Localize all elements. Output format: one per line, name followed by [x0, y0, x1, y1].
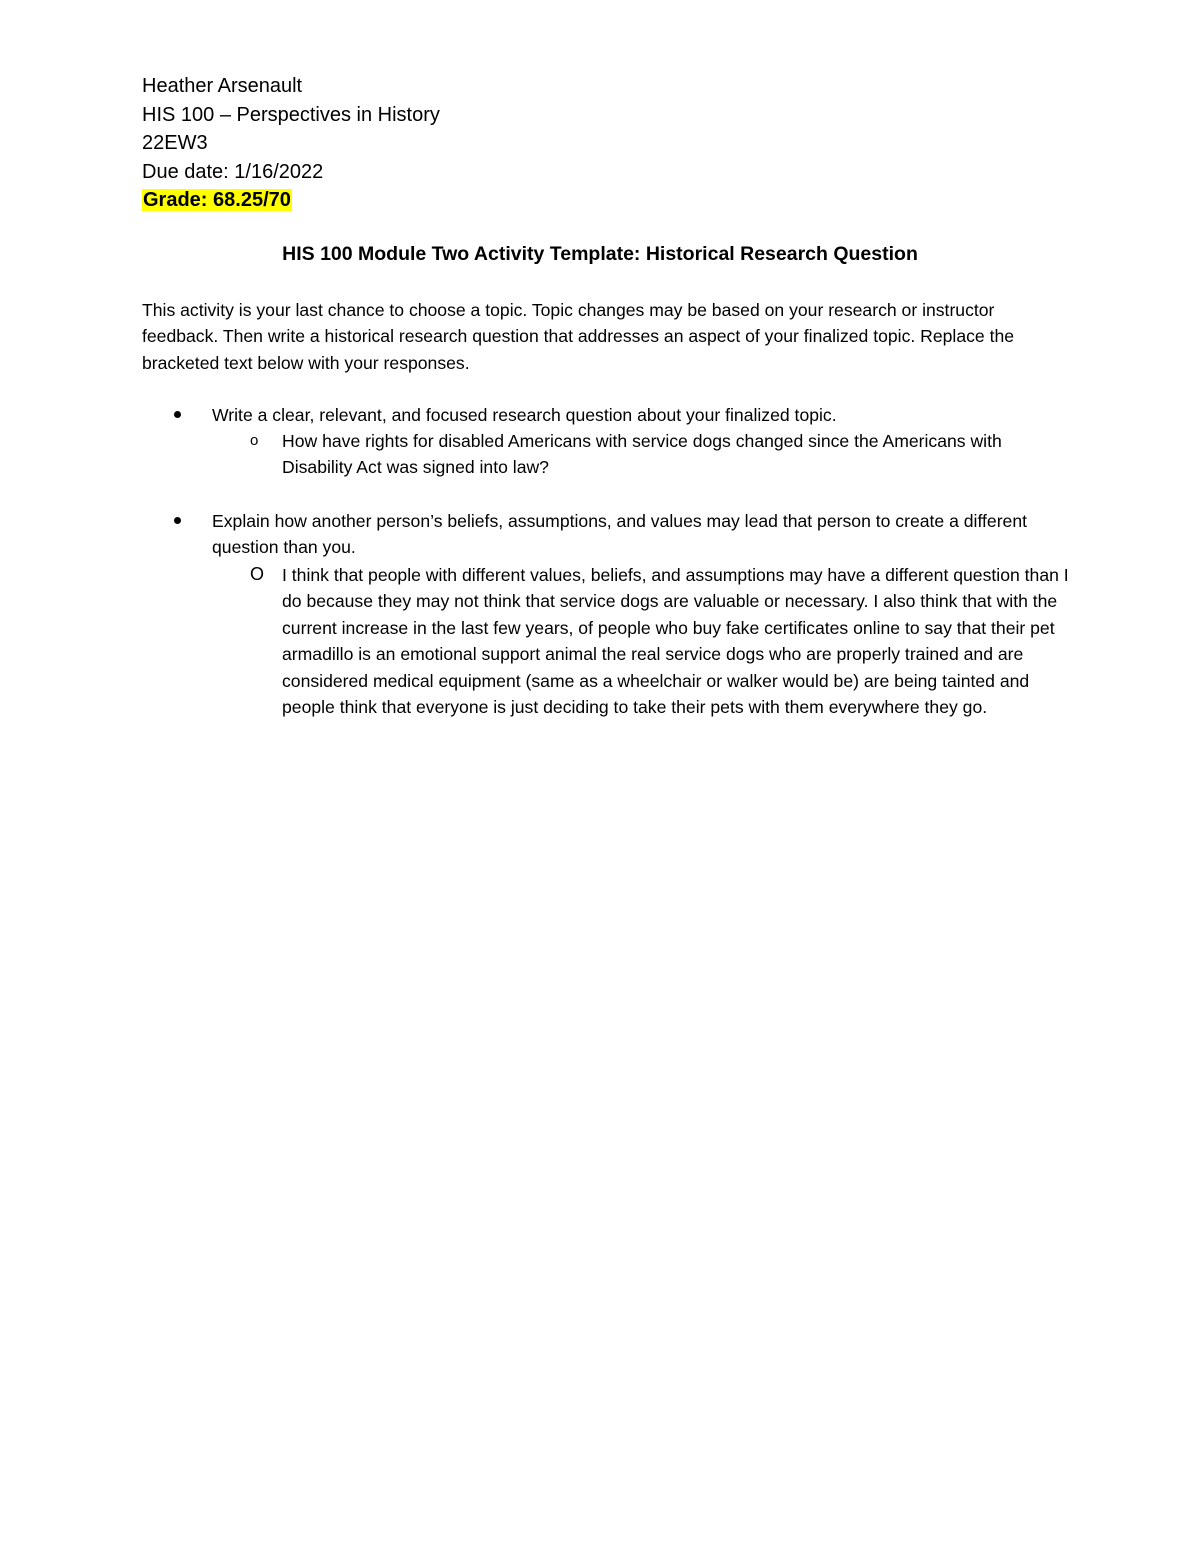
bullet-icon: [174, 517, 181, 524]
intro-text: This activity is your last chance to choose a topic. Topic changes may be based on your research or instructor feedback. Then write a historical research question that addresses an aspect of your finalized topic. Replace the bracketed text below with your responses.: [142, 300, 1015, 373]
bullet-response: I think that people with different values, beliefs, and assumptions may have a different question than I do because they may not think that service dogs are valuable or necessary. I also think that with the current increase in the last few years, of people who buy fake certificates online to say that their pet armadillo is an emotional support animal the real service dogs who are properly trained and are considered medical equipment (same as a wheelchair or walker would be) are being tainted and people think that everyone is just deciding to take their pets with them everywhere they go.: [282, 565, 1069, 718]
bullet-prompt: Write a clear, relevant, and focused research question about your finalized topic.: [212, 405, 837, 425]
student-name: Heather Arsenault: [142, 75, 303, 97]
due-date: Due date: 1/16/2022: [142, 160, 324, 183]
bullet-prompt: Explain how another person’s beliefs, assumptions, and values may lead that person to create a different question than you.: [212, 511, 1028, 558]
sub-item-2: [142, 562, 1072, 752]
course-name: HIS 100 – Perspectives in History: [142, 103, 440, 126]
bullet-item-2: [142, 508, 1062, 562]
section-code: 22EW3: [142, 132, 208, 154]
header-block: [142, 72, 1042, 215]
sub-bullet-marker: o: [250, 432, 259, 449]
grade-highlight: Grade: 68.25/70: [143, 189, 291, 211]
bullet-icon: [174, 411, 181, 418]
document-title: HIS 100 Module Two Activity Template: Historical Research Question: [282, 243, 918, 265]
sub-bullet-marker: O: [250, 564, 265, 584]
intro-paragraph: [142, 297, 1062, 376]
bullet-response: How have rights for disabled Americans with service dogs changed since the Americans with Disability Act was signed into law?: [282, 431, 1002, 478]
grade-line: [142, 186, 1042, 215]
bullet-item-1: [142, 402, 1062, 429]
sub-item-1: [142, 428, 1072, 482]
